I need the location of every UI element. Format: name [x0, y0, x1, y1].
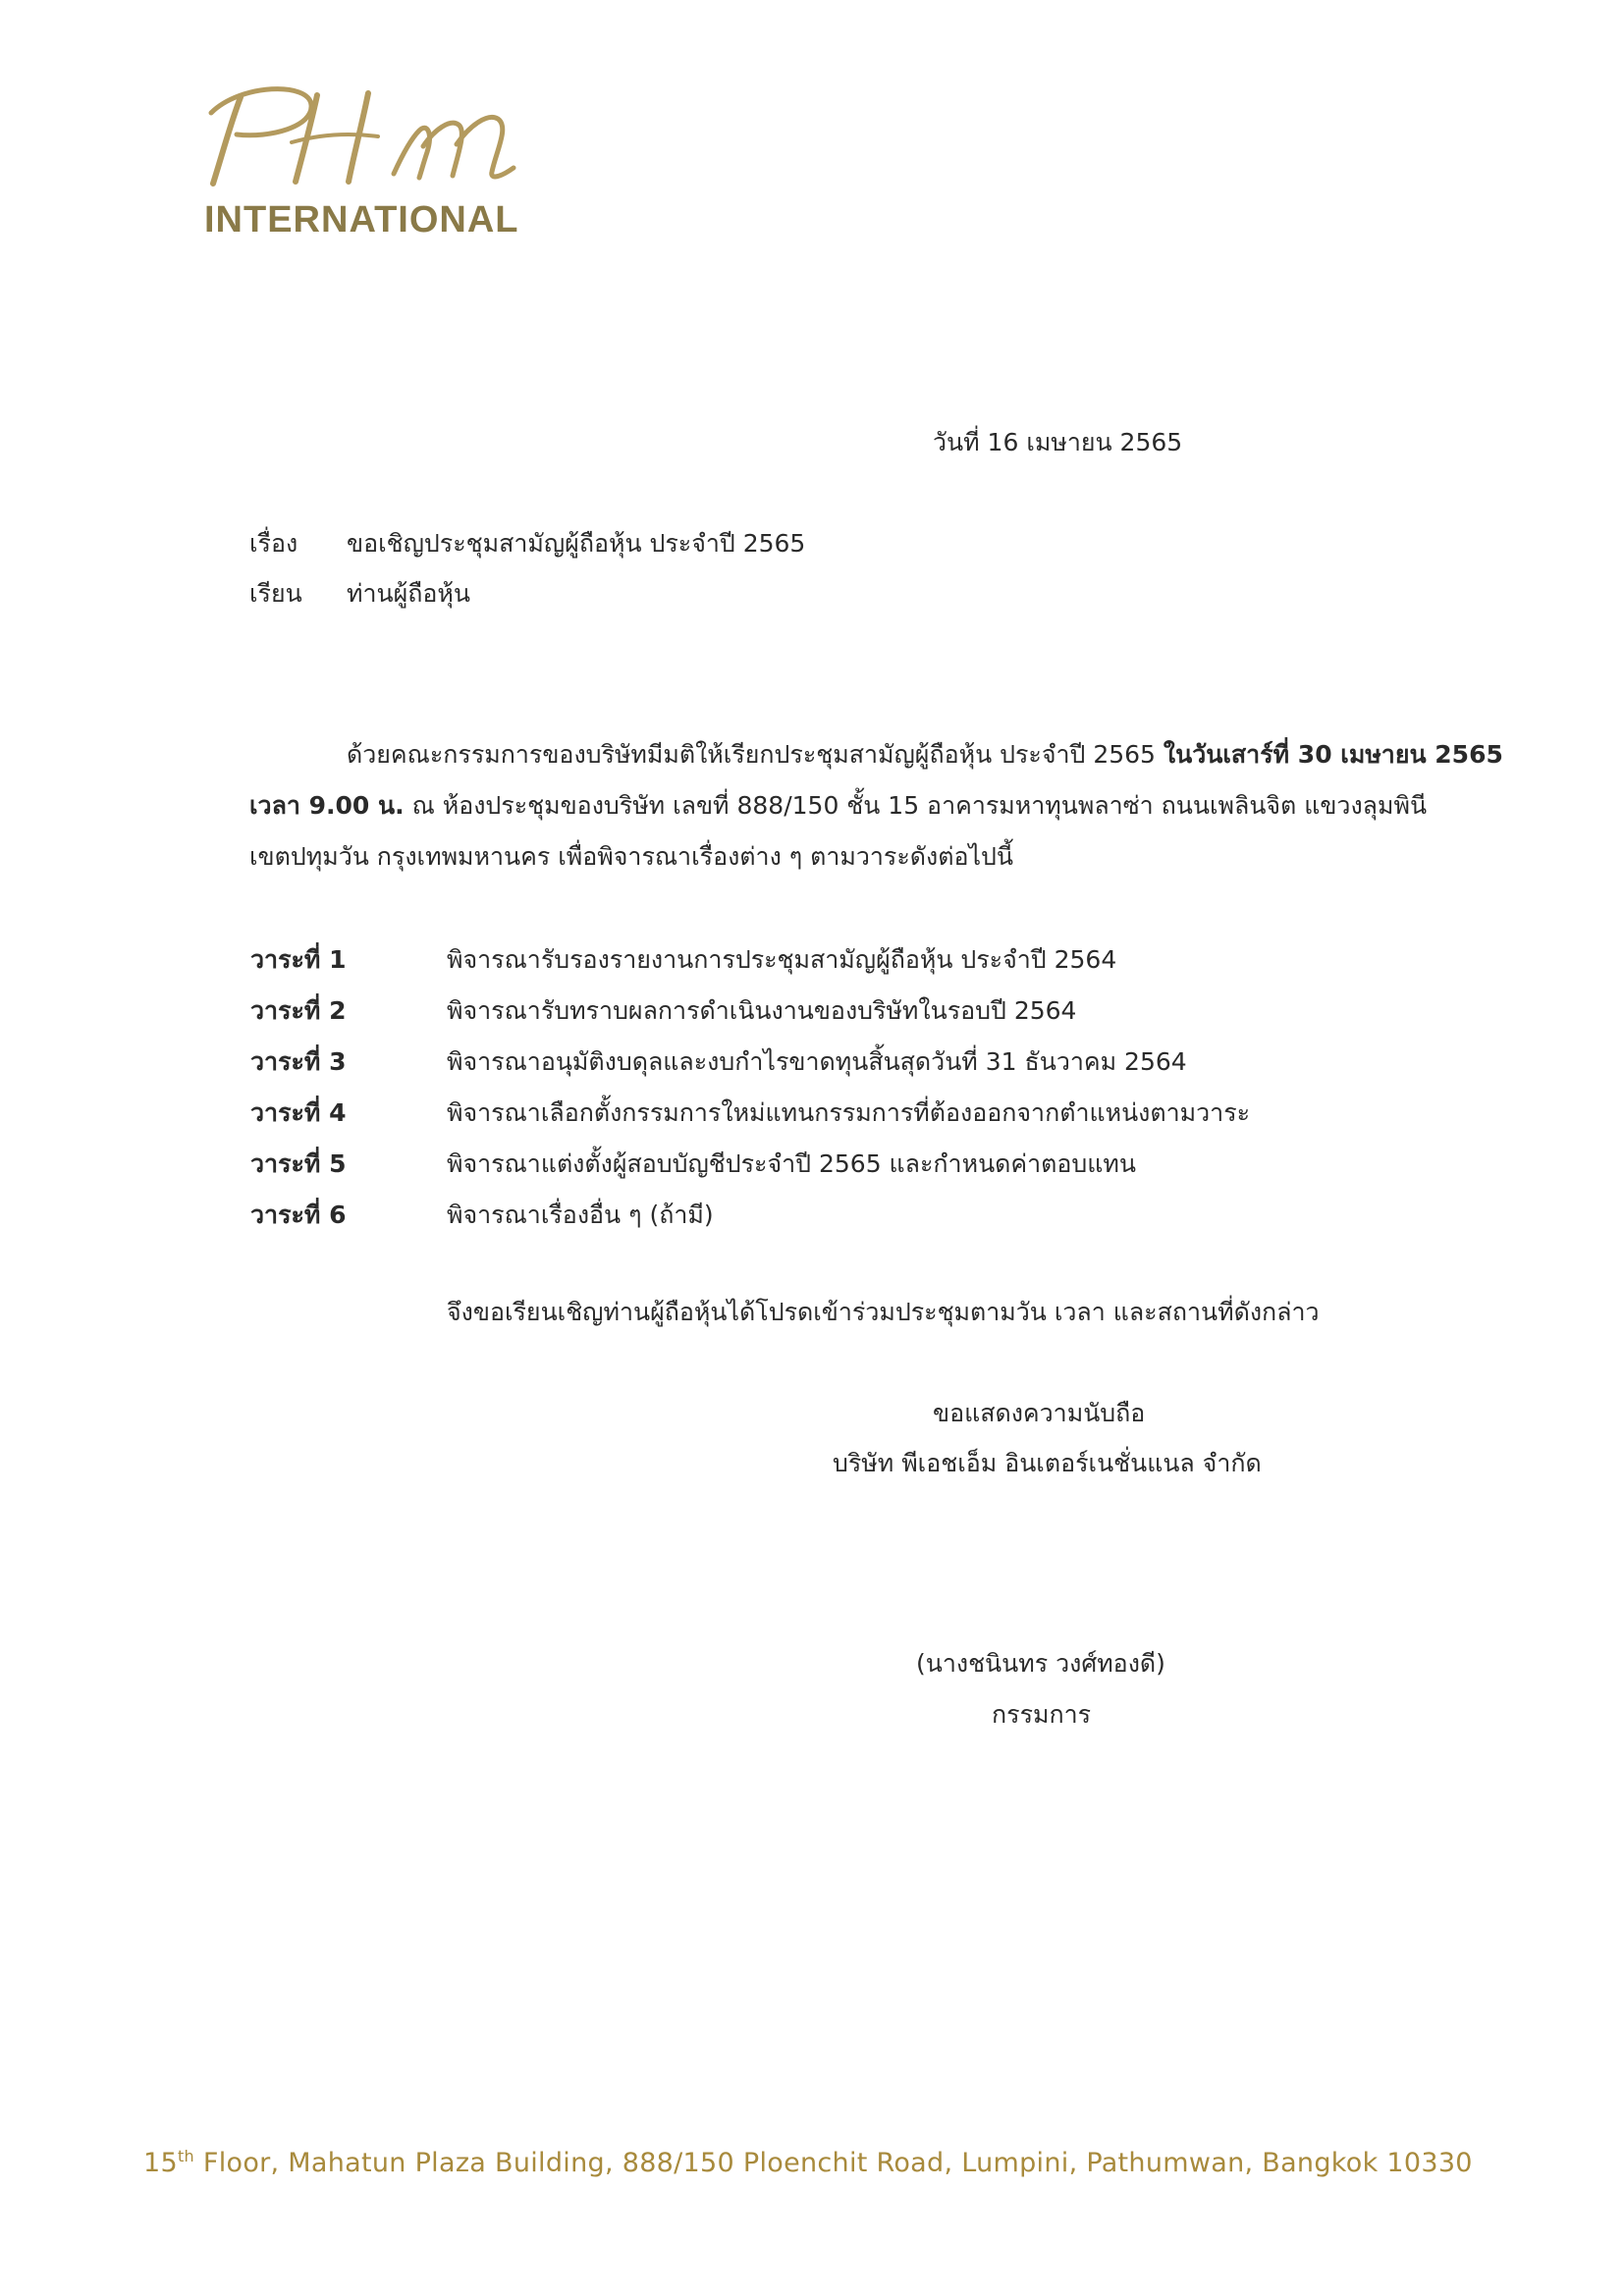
paragraph-line-3: เขตปทุมวัน กรุงเทพมหานคร เพื่อพิจารณาเรื่องต่าง ๆ ตามวาระดังต่อไปนี้ — [249, 842, 1014, 871]
paragraph-line-2 — [249, 789, 1427, 823]
agenda-text: พิจารณาเลือกตั้งกรรมการใหม่แทนกรรมการที่ต้องออกจากตำแหน่งตามวาระ — [447, 1098, 1251, 1127]
paragraph-line-1 — [347, 738, 1503, 772]
closing-text: ขอแสดงความนับถือ — [933, 1399, 1146, 1427]
meeting-venue: ณ ห้องประชุมของบริษัท เลขที่ 888/150 ชั้น 15 อาคารมหาทุนพลาซ่า ถนนเพลินจิต แขวงลุมพินี — [411, 791, 1428, 820]
agenda-text: พิจารณาแต่งตั้งผู้สอบบัญชีประจำปี 2565 และกำหนดค่าตอบแทน — [447, 1149, 1136, 1178]
company-logo — [201, 83, 565, 240]
logo-wordmark: INTERNATIONAL — [204, 199, 519, 240]
agenda-number: วาระที่ 4 — [250, 1098, 347, 1127]
recipient-label: เรียน — [249, 579, 302, 608]
paragraph-line-1-text: ด้วยคณะกรรมการของบริษัทมีมติให้เรียกประชุมสามัญผู้ถือหุ้น ประจำปี 2565 — [347, 740, 1156, 769]
agenda-number: วาระที่ 6 — [250, 1201, 347, 1229]
letter-date: วันที่ 16 เมษายน 2565 — [933, 428, 1183, 456]
recipient-text: ท่านผู้ถือหุ้น — [347, 579, 470, 608]
agenda-text: พิจารณาเรื่องอื่น ๆ (ถ้ามี) — [447, 1201, 714, 1229]
meeting-time: เวลา 9.00 น. — [249, 791, 405, 820]
footer-floor-suffix: th — [177, 2147, 194, 2165]
invitation-text: จึงขอเรียนเชิญท่านผู้ถือหุ้นได้โปรดเข้าร่วมประชุมตามวัน เวลา และสถานที่ดังกล่าว — [447, 1298, 1320, 1326]
agenda-text: พิจารณาอนุมัติงบดุลและงบกำไรขาดทุนสิ้นสุดวันที่ 31 ธันวาคม 2564 — [447, 1047, 1187, 1076]
agenda-text: พิจารณารับรองรายงานการประชุมสามัญผู้ถือหุ้น ประจำปี 2564 — [447, 945, 1117, 974]
subject-text: ขอเชิญประชุมสามัญผู้ถือหุ้น ประจำปี 2565 — [347, 529, 806, 558]
agenda-text: พิจารณารับทราบผลการดำเนินงานของบริษัทในรอบปี 2564 — [447, 996, 1077, 1025]
footer-address-text: Floor, Mahatun Plaza Building, 888/150 Ploenchit Road, Lumpini, Pathumwan, Bangkok 10330 — [193, 2148, 1473, 2178]
signer-name: (นางชนินทร วงศ์ทองดี) — [916, 1649, 1165, 1678]
company-name: บริษัท พีเอชเอ็ม อินเตอร์เนชั่นแนล จำกัด — [833, 1449, 1262, 1477]
phm-script-logo — [201, 83, 565, 196]
agenda-number: วาระที่ 1 — [250, 945, 347, 974]
subject-label: เรื่อง — [249, 529, 298, 558]
footer-floor-number: 15 — [143, 2148, 178, 2178]
footer-address — [143, 2147, 1473, 2178]
meeting-date: ในวันเสาร์ที่ 30 เมษายน 2565 — [1163, 740, 1503, 769]
signer-title: กรรมการ — [992, 1700, 1092, 1729]
agenda-number: วาระที่ 5 — [250, 1149, 347, 1178]
agenda-number: วาระที่ 2 — [250, 996, 347, 1025]
agenda-number: วาระที่ 3 — [250, 1047, 347, 1076]
